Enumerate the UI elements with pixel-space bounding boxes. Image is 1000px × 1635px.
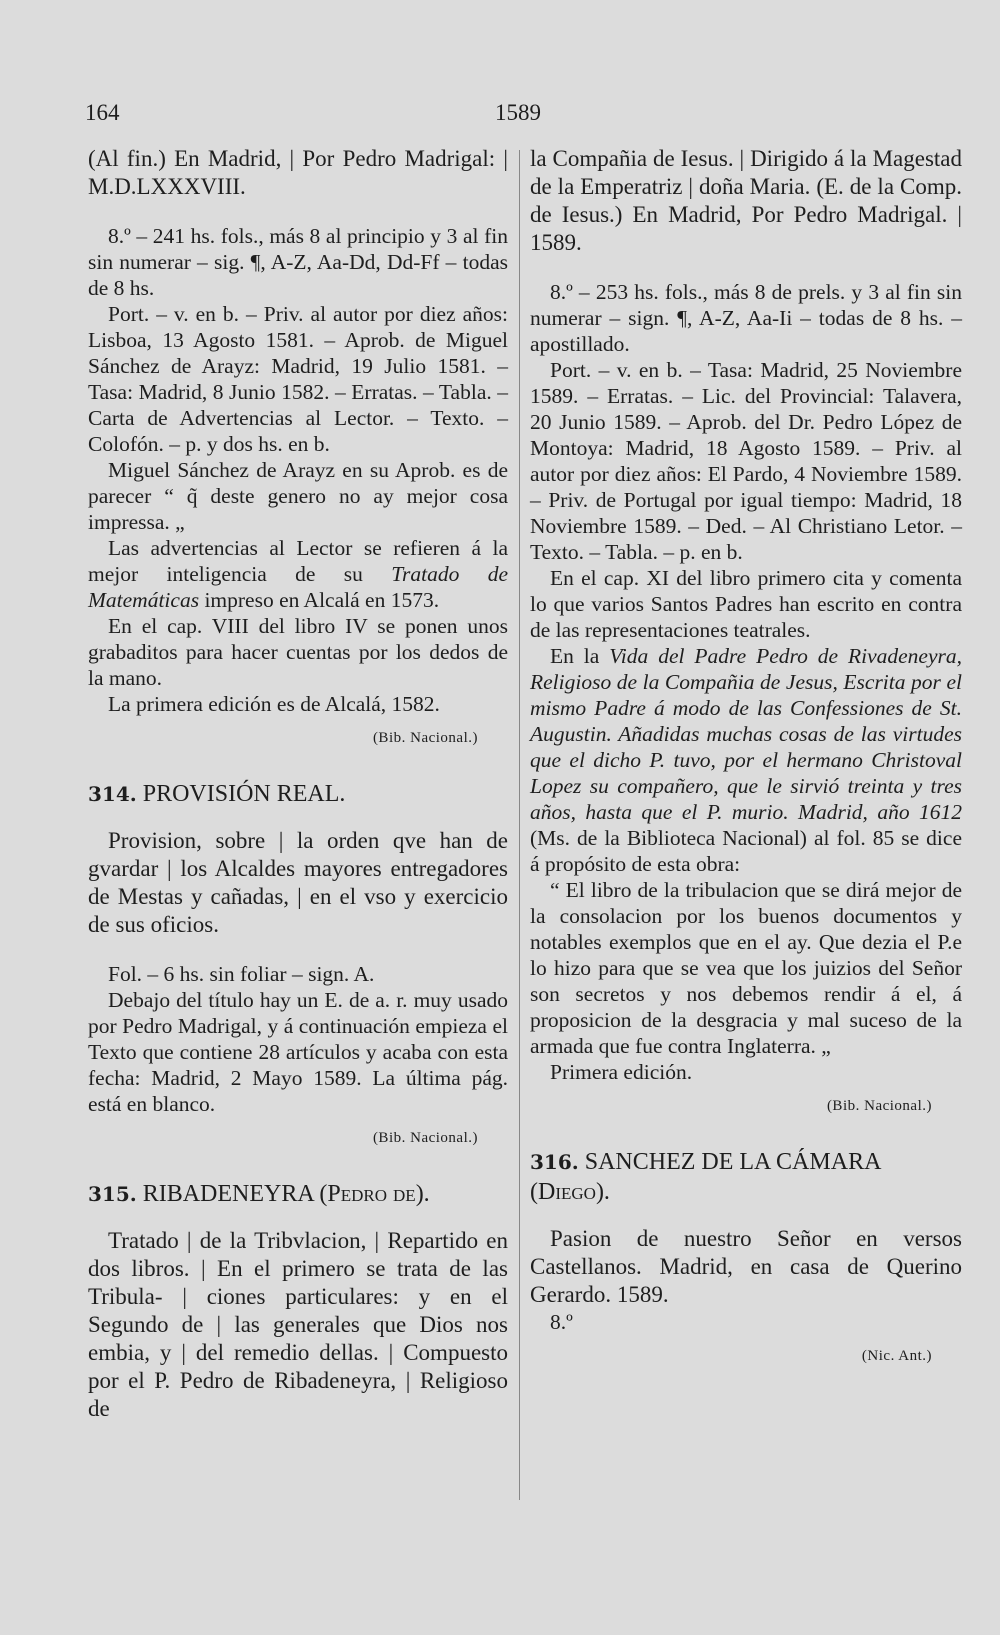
running-head-year: 1589 bbox=[495, 100, 541, 125]
left-column bbox=[88, 145, 508, 1423]
entry-number: 314. bbox=[88, 782, 137, 806]
entry-number: 315. bbox=[88, 1182, 137, 1206]
source-citation: (Bib. Nacional.) bbox=[826, 1098, 932, 1114]
entry-314-physical-description: Fol. – 6 hs. sin foliar – sign. A. bbox=[108, 962, 375, 986]
entry-316-title-transcription: Pasion de nuestro Señor en versos Castellanos. Madrid, en casa de Querino Gerardo. 1589. bbox=[530, 1226, 962, 1307]
column-divider bbox=[519, 150, 520, 1500]
source-citation: (Bib. Nacional.) bbox=[372, 730, 478, 746]
entry-315-title-transcription: Tratado | de la Tribvlacion, | Repartido en dos libros. | En el primero se trata de las Tribula- | ciones particulares: y en el Segundo de | las generales que Dios nos embia, y | del remedio dellas. | Compuesto por el P. Pedro de Ribadeneyra, | Religioso de bbox=[88, 1228, 508, 1421]
entry-author-forename: (Diego). bbox=[530, 1179, 610, 1205]
entry-title: SANCHEZ DE LA CÁMARA bbox=[584, 1149, 882, 1175]
note-vida: En la Vida del Padre Pedro de Rivadeneyra, Religioso de la Compañia de Jesus, Escrita por el mismo Padre á modo de las Confessiones de St. Augustin. Añadidas muchas cosas de las virtudes que el dicho P. tuvo, por el hermano Christoval Lopez su compañero, que le sirvió treinta y tres años, hasta que el P. murio. Madrid, año 1612 (Ms. de la Biblioteca Nacional) al fol. 85 se dice á propósito de esta obra: bbox=[530, 644, 962, 876]
entry-316-heading bbox=[530, 1147, 962, 1207]
contents-description: Port. – v. en b. – Priv. al autor por diez años: Lisboa, 13 Agosto 1581. – Aprob. de Miguel Sánchez de Arayz: Madrid, 19 Julio 1581. – Tasa: Madrid, 8 Junio 1582. – Erratas. – Tabla. – Carta de Advertencias al Lector. – Texto. – Colofón. – p. y dos hs. en b. bbox=[88, 302, 508, 456]
right-column bbox=[530, 145, 962, 1369]
colophon: (Al fin.) En Madrid, | Por Pedro Madrigal: | M.D.LXXXVIII. bbox=[88, 146, 508, 199]
edition-note: Primera edición. bbox=[550, 1060, 693, 1084]
entry-314-heading bbox=[88, 779, 508, 809]
source-citation: (Bib. Nacional.) bbox=[372, 1130, 478, 1146]
note-advertencias: Las advertencias al Lector se refieren á la mejor inteligencia de su Tratado de Matemáticas impreso en Alcalá en 1573. bbox=[88, 536, 508, 612]
note-grabaditos: En el cap. VIII del libro IV se ponen unos grabaditos para hacer cuentas por los dedos de la mano. bbox=[88, 614, 508, 690]
page-number: 164 bbox=[85, 100, 120, 125]
entry-314-title-transcription: Provision, sobre | la orden qve han de gvardar | los Alcaldes mayores entregadores de Mestas y cañadas, | en el vso y exercicio de sus oficios. bbox=[88, 828, 508, 937]
work-title: Vida del Padre Pedro de Rivadeneyra, Religioso de la Compañia de Jesus, Escrita por el mismo Padre á modo de las Confessiones de St. Augustin. Añadidas muchas cosas de las virtudes que el dicho P. tuvo, por el hermano Christoval Lopez su compañero, que le sirvió treinta y tres años, hasta que el P. murio. Madrid, año 1612 bbox=[530, 644, 962, 824]
note-first-edition: La primera edición es de Alcalá, 1582. bbox=[108, 692, 440, 716]
entry-315-heading bbox=[88, 1179, 508, 1209]
physical-description: 8.º – 241 hs. fols., más 8 al principio y 3 al fin sin numerar – sig. ¶, A-Z, Aa-Dd, Dd-Ff – todas de 8 hs. bbox=[88, 224, 508, 300]
entry-316-physical-description: 8.º bbox=[550, 1310, 573, 1334]
entry-number: 316. bbox=[530, 1150, 579, 1174]
source-citation: (Nic. Ant.) bbox=[861, 1348, 932, 1364]
physical-description: 8.º – 253 hs. fols., más 8 de prels. y 3 al fin sin numerar – sign. ¶, A-Z, Aa-Ii – todas de 8 hs. – apostillado. bbox=[530, 280, 962, 356]
note-aprob: Miguel Sánchez de Arayz en su Aprob. es de parecer “ q̃ deste genero no ay mejor cosa impressa. „ bbox=[88, 458, 508, 534]
entry-title: RIBADENEYRA (Pedro de). bbox=[142, 1181, 430, 1207]
quotation: “ El libro de la tribulacion que se dirá mejor de la consolacion por los buenos documentos y notables exemplos que en el ay. Que dezia el P.e lo hizo para que se vea que los juizios del Señor son secretos y nos debemos rendir á el, á proposicion de la desgracia y mal suceso de la armada que fue contra Inglaterra. „ bbox=[530, 878, 962, 1058]
note-cap-xi: En el cap. XI del libro primero cita y comenta lo que varios Santos Padres han escrito en contra de las representaciones teatrales. bbox=[530, 566, 962, 642]
contents-description: Port. – v. en b. – Tasa: Madrid, 25 Noviembre 1589. – Erratas. – Lic. del Provincial: Talavera, 20 Junio 1589. – Aprob. del Dr. Pedro López de Montoya: Madrid, 18 Agosto 1589. – Priv. al autor por diez años: El Pardo, 4 Noviembre 1589. – Priv. de Portugal por igual tiempo: Madrid, 18 Noviembre 1589. – Ded. – Al Christiano Letor. – Texto. – Tabla. – p. en b. bbox=[530, 358, 962, 564]
entry-315-title-continued: la Compañia de Iesus. | Dirigido á la Magestad de la Emperatriz | doña Maria. (E. de la Comp. de Iesus.) En Madrid, Por Pedro Madrigal. | 1589. bbox=[530, 146, 962, 255]
work-title: Tratado de Matemáticas bbox=[88, 562, 508, 612]
entry-314-note: Debajo del título hay un E. de a. r. muy usado por Pedro Madrigal, y á continuación empieza el Texto que contiene 28 artículos y acaba con esta fecha: Madrid, 2 Mayo 1589. La última pág. está en blanco. bbox=[88, 988, 508, 1116]
entry-title: PROVISIÓN REAL. bbox=[142, 781, 346, 807]
